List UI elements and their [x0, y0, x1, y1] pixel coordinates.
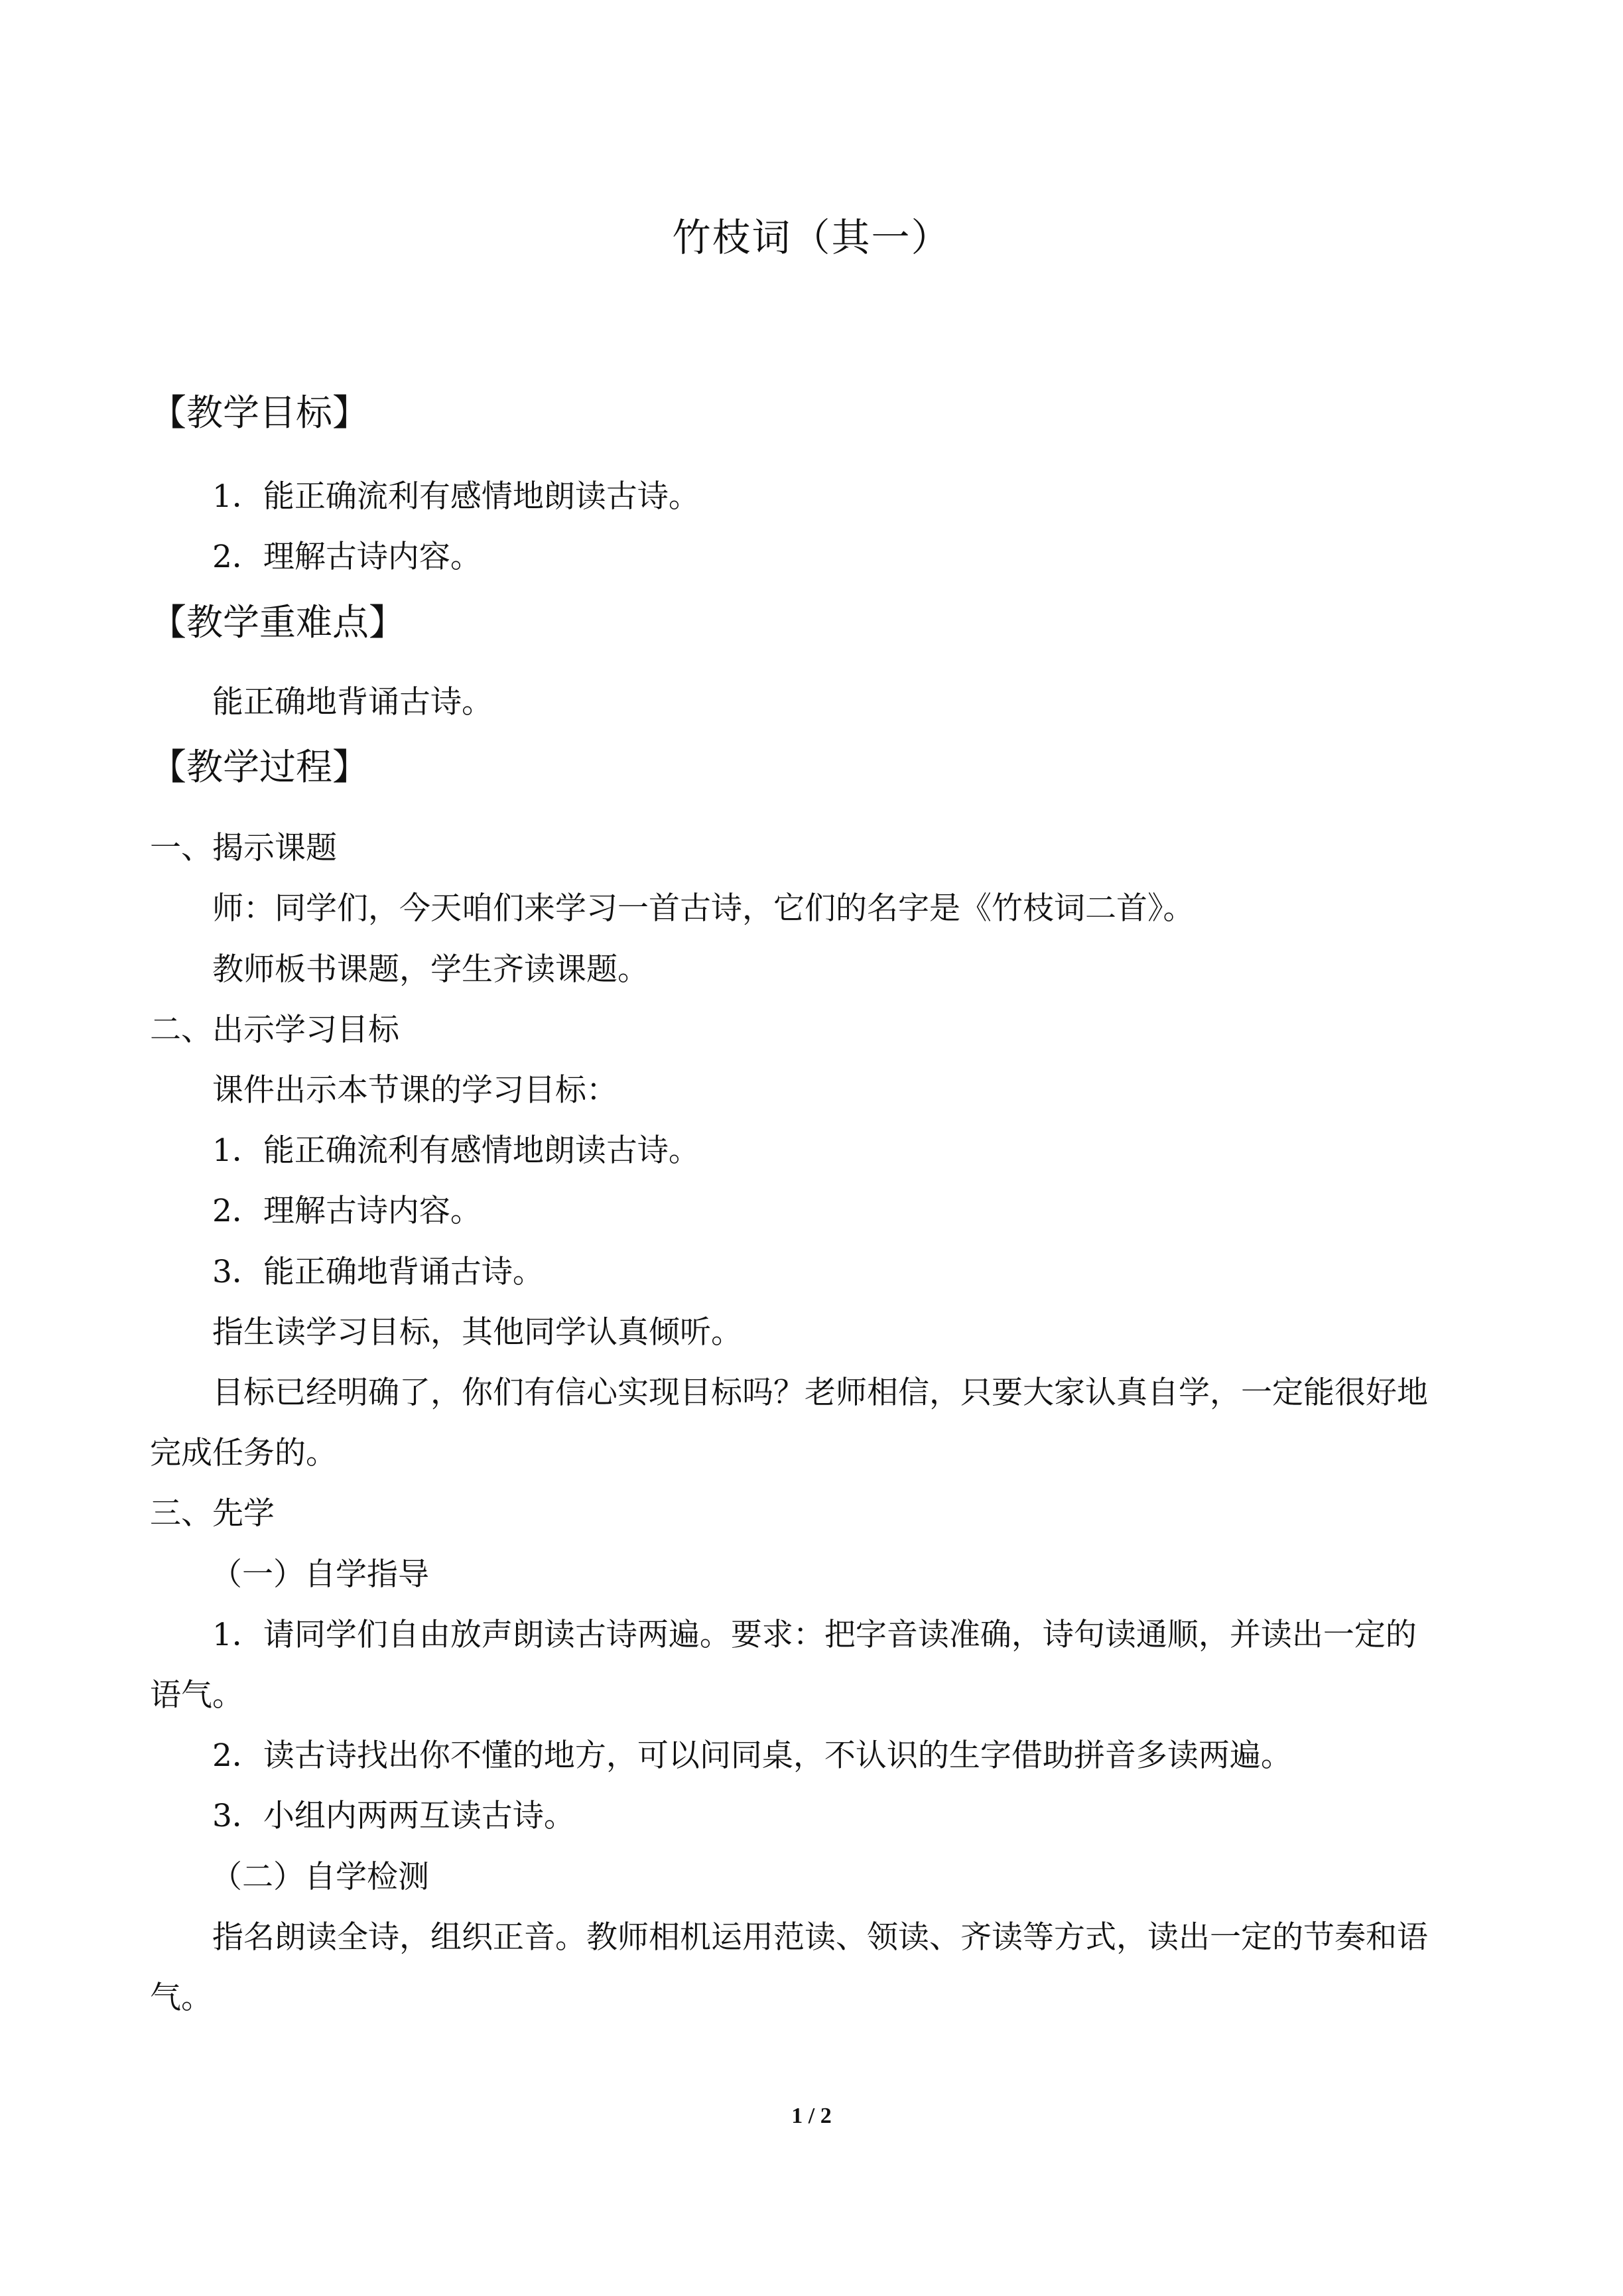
page-number: 1 / 2 — [791, 2104, 832, 2128]
list-item: 3．小组内两两互读古诗。 — [212, 1798, 575, 1834]
paragraph-continuation: 完成任务的。 — [150, 1435, 337, 1471]
paragraph: 师：同学们，今天咱们来学习一首古诗，它们的名字是《竹枝词二首》。 — [212, 890, 1195, 927]
list-item: 1．能正确流利有感情地朗读古诗。 — [212, 1132, 700, 1169]
subheading: （一）自学指导 — [211, 1556, 429, 1593]
section-heading-key-points: 【教学重难点】 — [150, 601, 406, 643]
list-item-continuation: 语气。 — [150, 1677, 243, 1714]
subheading: （二）自学检测 — [211, 1859, 429, 1895]
paragraph: 教师板书课题，学生齐读课题。 — [212, 951, 649, 988]
list-item: 2．理解古诗内容。 — [212, 1193, 482, 1229]
paragraph: 指名朗读全诗，组织正音。教师相机运用范读、领读、齐读等方式，读出一定的节奏和语 — [212, 1919, 1428, 1956]
process-step-heading-3: 三、先学 — [150, 1495, 275, 1532]
list-item: 3．能正确地背诵古诗。 — [212, 1254, 544, 1290]
paragraph: 指生读学习目标，其他同学认真倾听。 — [212, 1314, 742, 1351]
paragraph: 课件出示本节课的学习目标： — [212, 1072, 617, 1109]
list-item: 2．读古诗找出你不懂的地方，可以问同桌，不认识的生字借助拼音多读两遍。 — [212, 1737, 1292, 1774]
section-heading-process: 【教学过程】 — [150, 746, 369, 788]
paragraph-continuation: 气。 — [150, 1980, 212, 2016]
process-step-heading-1: 一、揭示课题 — [150, 830, 337, 866]
section-heading-goals: 【教学目标】 — [150, 391, 369, 434]
process-step-heading-2: 二、出示学习目标 — [150, 1012, 399, 1048]
key-point-item: 能正确地背诵古诗。 — [212, 684, 493, 720]
goal-item-1: 1．能正确流利有感情地朗读古诗。 — [212, 478, 700, 515]
document-title: 竹枝词（其一） — [672, 215, 951, 260]
list-item: 1．请同学们自由放声朗读古诗两遍。要求：把字音读准确，诗句读通顺，并读出一定的 — [212, 1617, 1417, 1653]
goal-item-2: 2．理解古诗内容。 — [212, 539, 482, 575]
paragraph: 目标已经明确了，你们有信心实现目标吗？老师相信，只要大家认真自学，一定能很好地 — [212, 1375, 1428, 1411]
